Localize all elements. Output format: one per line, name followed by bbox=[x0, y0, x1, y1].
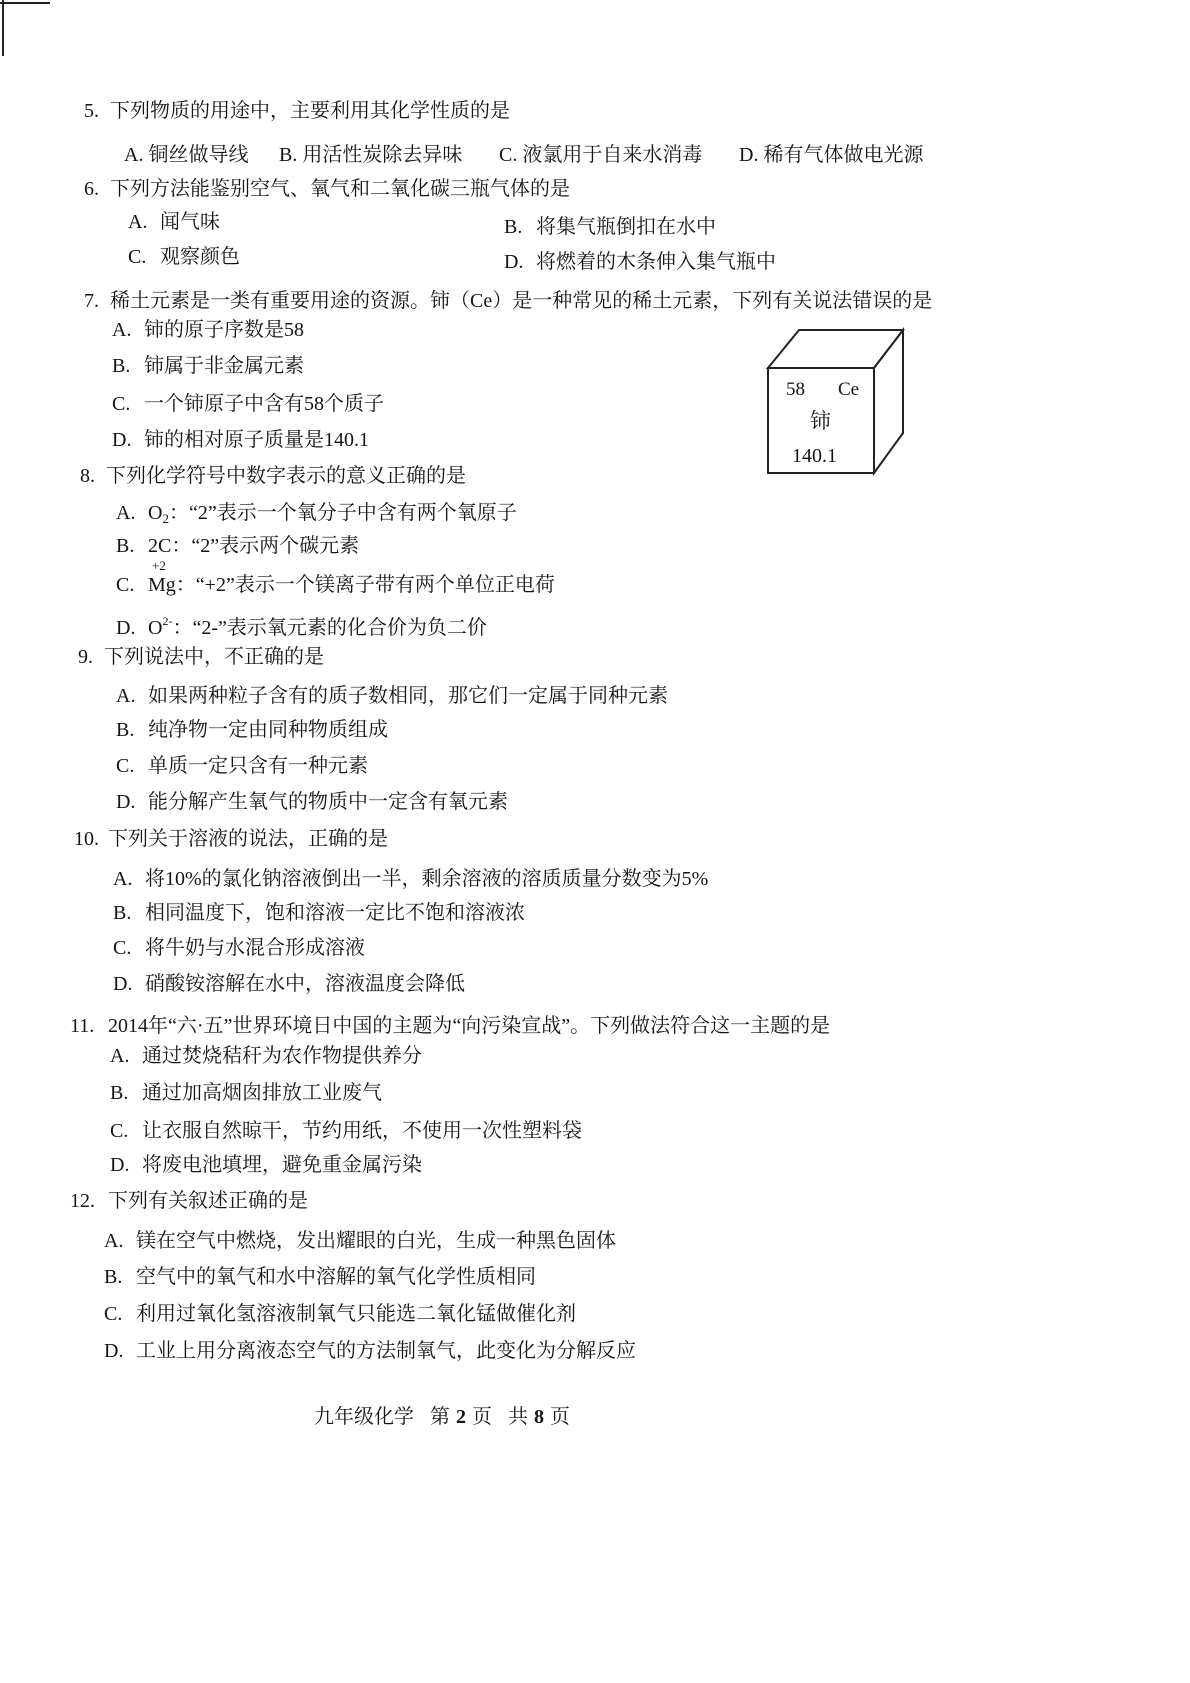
question-5-option-a bbox=[124, 144, 248, 166]
option-text: 纯净物一定由同种物质组成 bbox=[148, 719, 388, 741]
footer-page-prefix: 第 bbox=[430, 1406, 450, 1428]
option-text: 通过加高烟囱排放工业废气 bbox=[142, 1082, 382, 1104]
option-label: A. bbox=[124, 144, 144, 166]
question-8-option-a bbox=[116, 502, 517, 530]
option-label: C. bbox=[104, 1303, 123, 1325]
option-text: 铈的相对原子质量是140.1 bbox=[144, 429, 369, 451]
question-8-option-d bbox=[116, 610, 487, 639]
option-label: C. bbox=[110, 1120, 129, 1142]
option-label: D. bbox=[112, 429, 132, 451]
option-label: D. bbox=[104, 1340, 124, 1362]
question-7-option-a bbox=[112, 319, 304, 341]
question-8-option-c bbox=[116, 558, 555, 596]
option-text: 将燃着的木条伸入集气瓶中 bbox=[536, 251, 776, 273]
option-text: ：“+2”表示一个镁离子带有两个单位正电荷 bbox=[175, 574, 555, 596]
question-7-option-c bbox=[112, 393, 384, 415]
card-top-face bbox=[768, 330, 903, 368]
question-5-option-d bbox=[739, 144, 923, 166]
question-6-option-d bbox=[504, 251, 776, 273]
question-10-stem bbox=[74, 828, 388, 850]
option-text: 镁在空气中燃烧，发出耀眼的白光，生成一种黑色固体 bbox=[136, 1230, 616, 1252]
option-text: 相同温度下，饱和溶液一定比不饱和溶液浓 bbox=[145, 902, 525, 924]
option-label: A. bbox=[128, 211, 148, 233]
chemical-formula: Mg bbox=[148, 574, 176, 596]
valence-symbol bbox=[148, 558, 176, 596]
question-8-option-b bbox=[116, 535, 359, 557]
question-text: 稀土元素是一类有重要用途的资源。铈（Ce）是一种常见的稀土元素，下列有关说法错误的是 bbox=[110, 290, 933, 312]
question-10-option-b bbox=[113, 902, 525, 924]
option-text: 硝酸铵溶解在水中，溶液温度会降低 bbox=[145, 973, 465, 995]
question-12-stem bbox=[70, 1190, 308, 1212]
option-label: D. bbox=[504, 251, 524, 273]
question-12-option-d bbox=[104, 1340, 636, 1362]
option-label: B. bbox=[504, 216, 523, 238]
question-7-option-d bbox=[112, 429, 369, 451]
option-text: 液氯用于自来水消毒 bbox=[522, 144, 703, 166]
option-label: C. bbox=[112, 393, 131, 415]
atomic-number: 58 bbox=[786, 379, 805, 400]
option-label: C. bbox=[113, 937, 132, 959]
option-label: A. bbox=[113, 868, 133, 890]
question-text: 下列有关叙述正确的是 bbox=[108, 1190, 308, 1212]
question-6-option-a bbox=[128, 211, 220, 233]
element-symbol: Ce bbox=[838, 379, 860, 400]
option-text: 如果两种粒子含有的质子数相同，那它们一定属于同种元素 bbox=[148, 685, 668, 707]
question-9-option-c bbox=[116, 755, 368, 777]
option-label: B. bbox=[112, 355, 131, 377]
question-5-option-b bbox=[279, 144, 462, 166]
page-footer bbox=[314, 1406, 576, 1428]
option-text: ：“2”表示两个碳元素 bbox=[171, 535, 360, 557]
option-label: C. bbox=[128, 246, 147, 268]
question-text: 2014年“六·五”世界环境日中国的主题为“向污染宣战”。下列做法符合这一主题的是 bbox=[108, 1015, 831, 1037]
question-text: 下列方法能鉴别空气、氧气和二氧化碳三瓶气体的是 bbox=[110, 178, 570, 200]
question-10-option-d bbox=[113, 973, 465, 995]
footer-total-prefix: 共 bbox=[508, 1406, 528, 1428]
option-label: B. bbox=[113, 902, 132, 924]
chemical-formula: 2C bbox=[148, 535, 172, 557]
option-label: B. bbox=[104, 1266, 123, 1288]
question-12-option-a bbox=[104, 1230, 616, 1252]
option-text: ：“2-”表示氧元素的化合价为负二价 bbox=[172, 617, 487, 639]
option-text: 一个铈原子中含有58个质子 bbox=[144, 393, 384, 415]
footer-total-suffix: 页 bbox=[550, 1406, 570, 1428]
option-label: C. bbox=[116, 574, 135, 596]
option-label: B. bbox=[116, 719, 135, 741]
atomic-mass: 140.1 bbox=[792, 445, 837, 467]
chemical-formula: O bbox=[148, 617, 163, 639]
question-number: 9. bbox=[78, 646, 93, 668]
footer-page-number: 2 bbox=[456, 1406, 466, 1428]
question-6-option-c bbox=[128, 246, 240, 268]
valence-mark: +2 bbox=[152, 558, 166, 573]
question-8-stem bbox=[80, 465, 466, 487]
option-label: D. bbox=[739, 144, 759, 166]
question-12-option-c bbox=[104, 1303, 576, 1325]
question-5-stem bbox=[84, 100, 510, 122]
option-label: D. bbox=[116, 617, 136, 639]
question-6-stem bbox=[84, 178, 570, 200]
option-text: 将牛奶与水混合形成溶液 bbox=[145, 937, 365, 959]
option-label: D. bbox=[110, 1154, 130, 1176]
option-text: 用活性炭除去异味 bbox=[302, 144, 463, 166]
question-11-stem bbox=[70, 1015, 830, 1037]
card-side-face bbox=[874, 330, 903, 473]
element-name: 铈 bbox=[810, 409, 831, 433]
option-text: 能分解产生氧气的物质中一定含有氧元素 bbox=[148, 791, 508, 813]
option-text: 铜丝做导线 bbox=[148, 144, 249, 166]
chemical-formula: O bbox=[148, 502, 163, 524]
scan-corner-horizontal bbox=[0, 2, 50, 4]
option-label: C. bbox=[116, 755, 135, 777]
option-text: 让衣服自然晾干，节约用纸，不使用一次性塑料袋 bbox=[142, 1120, 582, 1142]
question-number: 6. bbox=[84, 178, 99, 200]
option-text: 稀有气体做电光源 bbox=[763, 144, 924, 166]
option-label: D. bbox=[116, 791, 136, 813]
question-11-option-c bbox=[110, 1120, 582, 1142]
option-text: 闻气味 bbox=[160, 211, 220, 233]
scan-corner-vertical bbox=[2, 0, 4, 56]
question-12-option-b bbox=[104, 1266, 536, 1288]
footer-page-suffix: 页 bbox=[472, 1406, 492, 1428]
question-10-option-a bbox=[113, 868, 708, 890]
option-text: 将废电池填埋，避免重金属污染 bbox=[142, 1154, 422, 1176]
question-7-option-b bbox=[112, 355, 304, 377]
question-number: 8. bbox=[80, 465, 95, 487]
option-label: B. bbox=[279, 144, 298, 166]
question-number: 12. bbox=[70, 1190, 95, 1212]
option-label: A. bbox=[112, 319, 132, 341]
question-text: 下列物质的用途中，主要利用其化学性质的是 bbox=[110, 100, 510, 122]
question-9-stem bbox=[78, 646, 324, 668]
question-number: 10. bbox=[74, 828, 99, 850]
option-text: 利用过氧化氢溶液制氧气只能选二氧化锰做催化剂 bbox=[136, 1303, 576, 1325]
question-7-stem bbox=[84, 290, 932, 312]
question-9-option-a bbox=[116, 685, 668, 707]
question-text: 下列化学符号中数字表示的意义正确的是 bbox=[106, 465, 466, 487]
option-label: A. bbox=[110, 1045, 130, 1067]
option-label: C. bbox=[499, 144, 518, 166]
question-6-option-b bbox=[504, 216, 716, 238]
option-label: D. bbox=[113, 973, 133, 995]
option-text: 将10%的氯化钠溶液倒出一半，剩余溶液的溶质质量分数变为5% bbox=[145, 868, 709, 890]
option-text: 观察颜色 bbox=[160, 246, 240, 268]
option-label: B. bbox=[110, 1082, 129, 1104]
question-9-option-d bbox=[116, 791, 508, 813]
formula-subscript: 2 bbox=[162, 511, 169, 526]
option-text: 工业上用分离液态空气的方法制氧气，此变化为分解反应 bbox=[136, 1340, 636, 1362]
option-label: A. bbox=[104, 1230, 124, 1252]
question-10-option-c bbox=[113, 937, 365, 959]
option-label: A. bbox=[116, 502, 136, 524]
option-label: B. bbox=[116, 535, 135, 557]
footer-subject: 九年级化学 bbox=[314, 1406, 414, 1428]
element-card-diagram bbox=[760, 322, 910, 482]
question-text: 下列说法中，不正确的是 bbox=[104, 646, 324, 668]
question-text: 下列关于溶液的说法，正确的是 bbox=[108, 828, 388, 850]
option-text: 通过焚烧秸秆为农作物提供养分 bbox=[142, 1045, 422, 1067]
question-number: 11. bbox=[70, 1015, 95, 1037]
option-label: A. bbox=[116, 685, 136, 707]
question-5-option-c bbox=[499, 144, 702, 166]
option-text: 铈属于非金属元素 bbox=[144, 355, 304, 377]
option-text: ：“2”表示一个氧分子中含有两个氧原子 bbox=[168, 502, 517, 524]
option-text: 将集气瓶倒扣在水中 bbox=[536, 216, 716, 238]
question-number: 7. bbox=[84, 290, 99, 312]
question-11-option-a bbox=[110, 1045, 422, 1067]
question-11-option-d bbox=[110, 1154, 422, 1176]
question-number: 5. bbox=[84, 100, 99, 122]
footer-total-pages: 8 bbox=[534, 1406, 544, 1428]
option-text: 单质一定只含有一种元素 bbox=[148, 755, 368, 777]
question-11-option-b bbox=[110, 1082, 382, 1104]
question-9-option-b bbox=[116, 719, 388, 741]
option-text: 空气中的氧气和水中溶解的氧气化学性质相同 bbox=[136, 1266, 536, 1288]
option-text: 铈的原子序数是58 bbox=[144, 319, 304, 341]
ion-charge: 2- bbox=[162, 614, 173, 628]
